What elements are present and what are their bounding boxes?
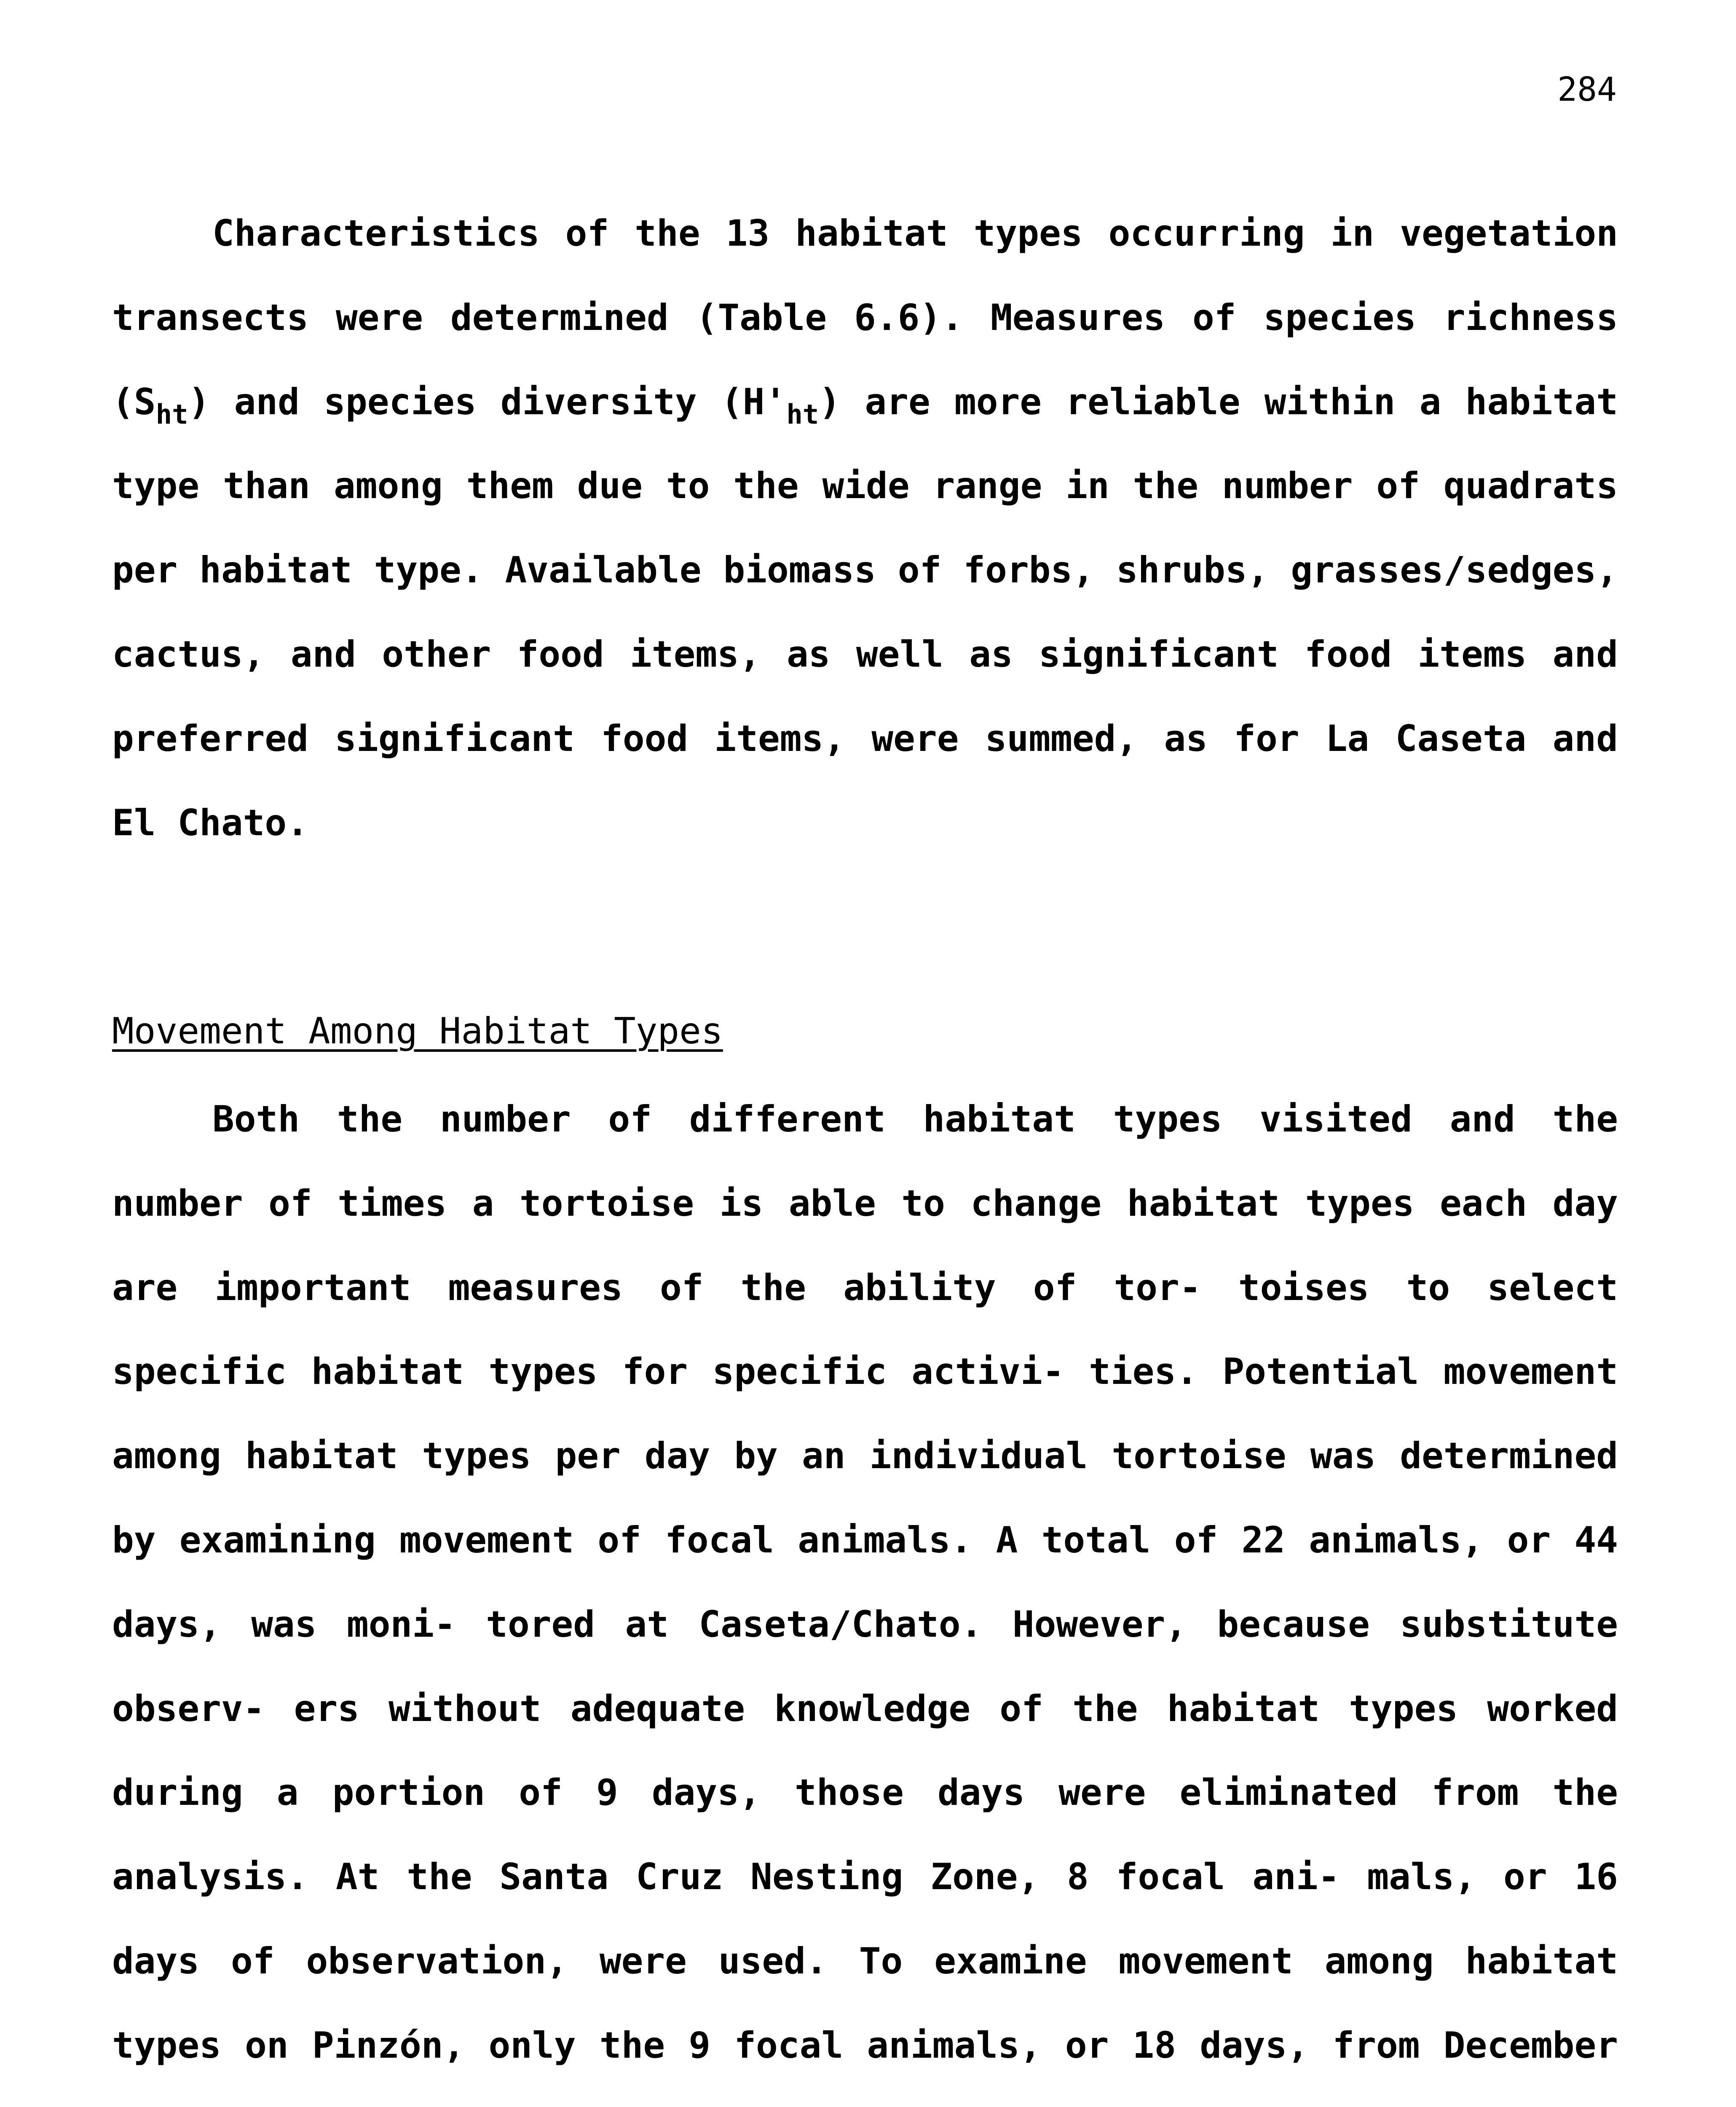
body-text-section-1 <box>112 192 1618 865</box>
subscript-ht-1: ht <box>155 399 188 430</box>
page-number: 284 <box>1557 71 1617 109</box>
paragraph-habitat-characteristics <box>112 192 1618 865</box>
subscript-ht-2: ht <box>786 399 819 430</box>
paragraph-1-text-c: ) are more reliable within a habitat type than among them due to the wide range in the number of quadrats per habitat type. Available biomass of forbs, shrubs, grasses/sedges, cactus, and other food items, as well as significant food items and preferred significant food items, were summed, as for La Caseta and El Chato. <box>112 381 1618 844</box>
paragraph-1-text-a: Characteristics of the 13 habitat types occurring in vegetation transects were determined (Table 6.6). Measures of species richness (S <box>112 212 1618 423</box>
body-text-section-2 <box>112 1078 1618 2107</box>
section-heading: Movement Among Habitat Types <box>112 1010 723 1052</box>
paragraph-1-text-b: ) and species diversity (H' <box>188 381 787 423</box>
paragraph-movement: Both the number of different habitat types visited and the number of times a tortoise is able to change habitat types each day are important measures of the ability of tor- toises to select specific habitat types for specific activi- ties. Potential movement among habitat types per day by an individual tortoise was determined by examining movement of focal animals. A total of 22 animals, or 44 days, was moni- tored at Caseta/Chato. However, because substitute observ- ers without adequate knowledge of the habitat types worked during a portion of 9 days, those days were eliminated from the analysis. At the Santa Cruz Nesting Zone, 8 focal ani- mals, or 16 days of observation, were used. To examine movement among habitat types on Pinzón, only the 9 focal animals, or 18 days, from December <box>112 1098 1618 2067</box>
